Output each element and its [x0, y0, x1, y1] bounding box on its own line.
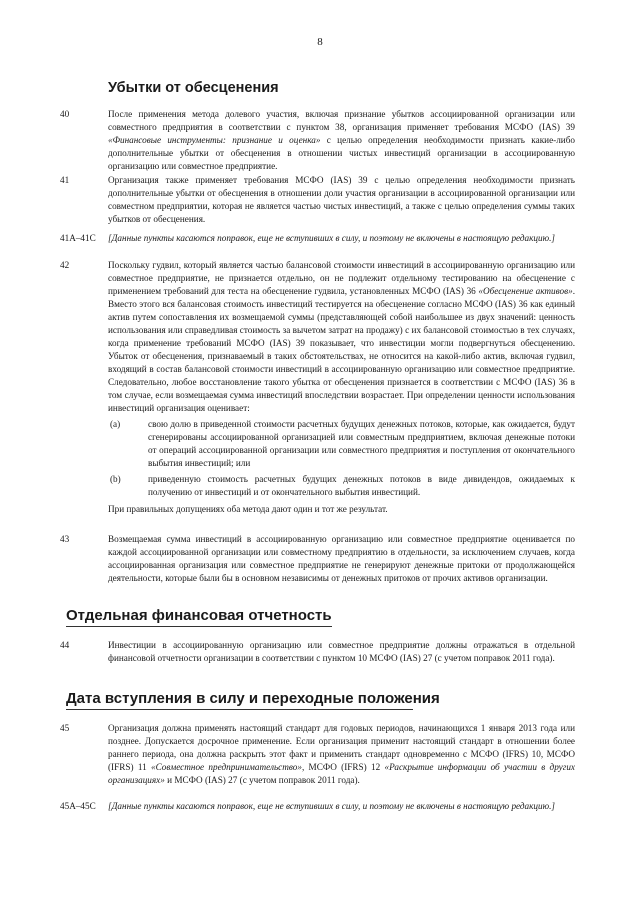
- page-number: 8: [317, 36, 323, 48]
- paragraph-text: Организация должна применять настоящий стандарт для годовых периодов, начинающихся 1 января 2013 года или позднее. Допускается досрочное применение. Если организация применит настоящий стандарт в отношении более раннего периода, она должна раскрыть этот факт и применить стандарт одновременно с МСФО (IFRS) 10, МСФО (IFRS) 11 «Совместное предпринимательство», МСФО (IFRS) 12 «Раскрытие информации об участии в других организациях» и МСФО (IAS) 27 (с учетом поправок 2011 года).: [108, 723, 575, 785]
- paragraph-number: 40: [60, 109, 70, 119]
- paragraph-45: [60, 722, 575, 787]
- paragraph-number: 44: [60, 640, 70, 650]
- section-underline: [66, 626, 332, 627]
- paragraph-41: [60, 174, 575, 226]
- section-underline: [66, 709, 413, 710]
- paragraph-text: [Данные пункты касаются поправок, еще не вступивших в силу, и поэтому не включены в настоящую редакцию.]: [108, 233, 555, 243]
- paragraph-number: 45: [60, 723, 70, 733]
- paragraph-text: Возмещаемая сумма инвестиций в ассоциированную организацию или совместное предприятие оценивается по каждой ассоциированной организации или совместному предприятию в отдельности, за исключением случаев, когда ассоциированная организация или совместное предприятие не генерируют денежные притоки от продолжающейся деятельности, которые были бы в основном независимы от денежных притоков от прочих активов организации.: [108, 534, 575, 583]
- paragraph-41a-41c: [60, 232, 575, 245]
- paragraph-42: [60, 259, 575, 516]
- section-title-separate-statements: Отдельная финансовая отчетность: [66, 607, 332, 624]
- section-title-effective-date: Дата вступления в силу и переходные положения: [66, 690, 440, 707]
- paragraph-text: После применения метода долевого участия, включая признание убытков ассоциированной организации или совместного предприятия в соответствии с пунктом 38, организация применяет требования МСФО (IAS) 39 «Финансовые инструменты: признание и оценка» с целью определения необходимости признать какие-либо дополнительные убытки от обесценения в отношении чистых инвестиций организации в ассоциированную организацию или совместное предприятие.: [108, 109, 575, 171]
- list-item-a: (a) свою долю в приведенной стоимости расчетных будущих денежных потоков, которые, как ожидается, будут сгенерированы ассоциированной организацией или совместным предприятием, включая денежные потоки от операций ассоциированной организации или совместного предприятия и поступления от окончательного выбытия инвестиций; или: [110, 419, 575, 468]
- paragraph-closing: При правильных допущениях оба метода дают один и тот же результат.: [108, 504, 388, 514]
- paragraph-number: 41: [60, 175, 70, 185]
- paragraph-number: 41A–41C: [60, 233, 96, 243]
- paragraph-text: [Данные пункты касаются поправок, еще не вступивших в силу, и поэтому не включены в настоящую редакцию.]: [108, 801, 555, 811]
- paragraph-40: [60, 108, 575, 173]
- list-item-b: (b) приведенную стоимость расчетных будущих денежных потоков в виде дивидендов, ожидаемых к получению от инвестиций и от окончательного выбытия инвестиций.: [110, 474, 575, 497]
- paragraph-text: Инвестиции в ассоциированную организацию или совместное предприятие должны отражаться в отдельной финансовой отчетности организации в соответствии с пунктом 10 МСФО (IAS) 27 (с учетом поправок 2011 года).: [108, 640, 575, 663]
- section-title-impairment: Убытки от обесценения: [108, 80, 279, 96]
- paragraph-number: 45A–45C: [60, 801, 96, 811]
- paragraph-number: 43: [60, 534, 70, 544]
- paragraph-43: [60, 533, 575, 585]
- paragraph-text: Организация также применяет требования МСФО (IAS) 39 с целью определения необходимости признать дополнительные убытки от обесценения в отношении доли участия организации в ассоциированной организации или совместном предприятии, которая не является частью чистых инвестиций, а также с целью определения суммы таких убытков от обесценения.: [108, 175, 575, 224]
- paragraph-45a-45c: [60, 800, 575, 813]
- paragraph-text: Поскольку гудвил, который является частью балансовой стоимости инвестиций в ассоциированную организацию или совместное предприятие, не признается отдельно, он не подлежит отдельному тестированию на обесценение с применением требований для теста на обесценение гудвила, установленных МСФО (IAS) 36 «Обесценение активов». Вместо этого вся балансовая стоимость инвестиций тестируется на обесценение согласно МСФО (IAS) 36 как единый актив путем сопоставления их возмещаемой суммы (представляющей собой наибольшее из двух значений: ценность использования или справедливая стоимость за вычетом затрат на продажу) с их балансовой стоимостью в тех случаях, когда применение требований МСФО (IAS) 39 показывает, что инвестиции могли подвергнуться обесценению. Убыток от обесценения, признаваемый в таких обстоятельствах, не относится на какой-либо актив, включая гудвил, входящий в состав балансовой стоимости инвестиций в ассоциированную организацию или совместное предприятие. Следовательно, любое восстановление такого убытка от обесценения признается в соответствии с МСФО (IAS) 36 в том случае, если возмещаемая сумма инвестиций впоследствии возрастает. При определении ценности использования инвестиций организация оценивает: (a) свою долю в приведенной стоимости расчетных будущих денежных потоков, которые, как ожидается, будут сгенерированы ассоциированной организацией или совместным предприятием, включая денежные потоки от операций ассоциированной организации или совместного предприятия и поступления от окончательного выбытия инвестиций; или (b) приведенную стоимость расчетных будущих денежных потоков в виде дивидендов, ожидаемых к получению от инвестиций и от окончательного выбытия инвестиций. При правильных допущениях оба метода дают один и тот же результат.: [108, 260, 575, 514]
- paragraph-44: [60, 639, 575, 665]
- paragraph-number: 42: [60, 260, 70, 270]
